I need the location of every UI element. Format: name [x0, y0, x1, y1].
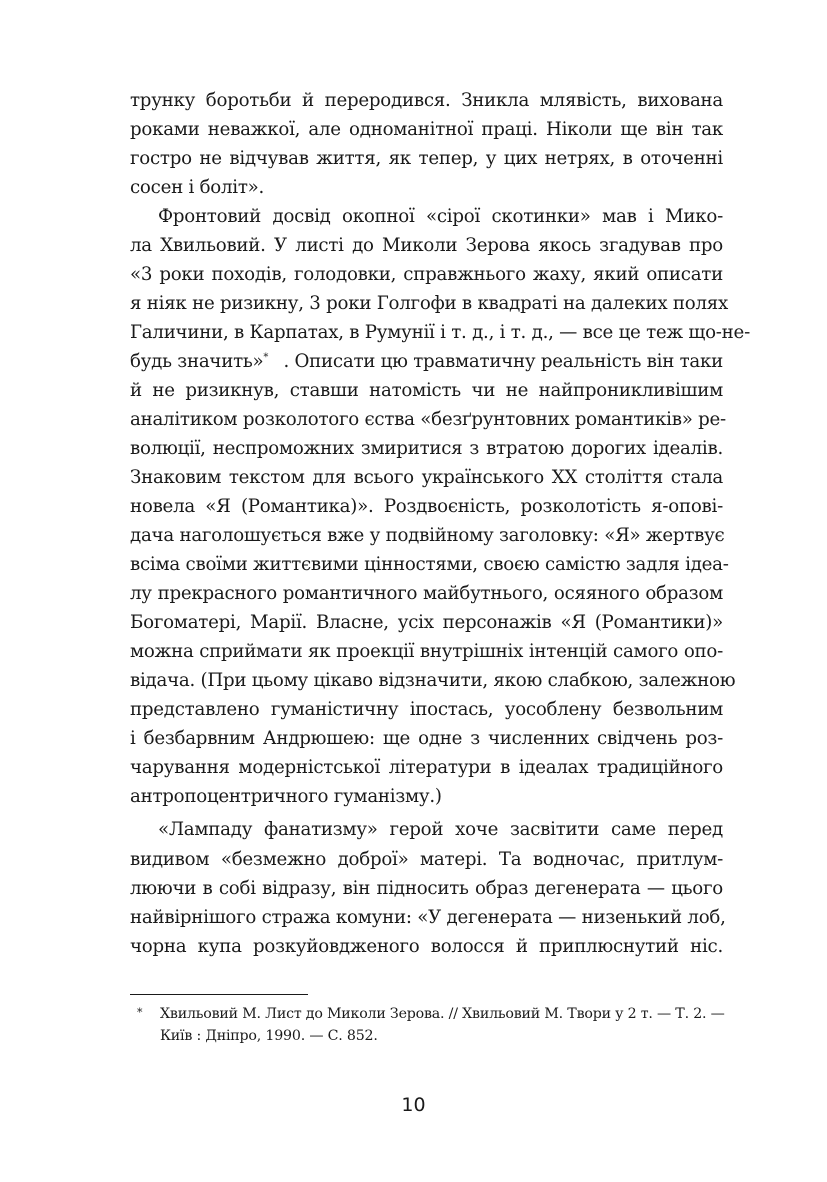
text-line: найвірнішого стража комуни: «У дегенерата — низенький лоб, — [130, 907, 726, 928]
footnote-mark: * — [137, 1006, 143, 1019]
text-line — [130, 347, 723, 376]
text-line: аналітиком розколотого єства «безґрунтовних романтиків» ре- — [130, 409, 726, 430]
text-line: чарування модерністської літератури в ідеалах традиційного — [130, 757, 723, 778]
text-line: волюції, неспроможних змиритися з втратою дорогих ідеалів. — [130, 438, 723, 459]
text-line: видивом «безмежно доброї» матері. Та водночас, притлум- — [130, 849, 723, 870]
text-line: роками неважкої, але одноманітної праці. Ніколи ще він так — [130, 119, 723, 140]
text-line: люючи в собі відразу, він підносить образ дегенерата — цього — [130, 878, 723, 899]
text-line: представлено гуманістичну іпостась, уособлену безвольним — [130, 699, 723, 720]
text-line: чорна купа розкуйовдженого волосся й приплюснутий ніс. — [130, 936, 723, 957]
text-line: лу прекрасного романтичного майбутнього, осяяного образом — [130, 583, 723, 604]
text-line: Знаковим текстом для всього українського XX століття стала — [130, 467, 723, 488]
text-fragment: . Описати цю травматичну реальність він таки — [283, 351, 723, 372]
text-line: «3 роки походів, голодовки, справжнього жаху, який описати — [130, 264, 723, 285]
text-line: ла Хвильовий. У листі до Миколи Зерова якось згадував про — [130, 235, 723, 256]
text-line: Фронтовий досвід окопної «сірої скотинки» мав і Мико- — [158, 206, 723, 227]
text-line: гостро не відчував життя, як тепер, у цих нетрях, в оточенні — [130, 148, 723, 169]
footnote-separator — [130, 994, 308, 995]
footnote-ref-mark: * — [263, 351, 269, 363]
text-line: новела «Я (Романтика)». Роздвоєність, розколотість я-опові- — [130, 496, 723, 517]
text-line: відача. (При цьому цікаво відзначити, якою слабкою, залежною — [130, 670, 736, 691]
text-line: можна сприймати як проекції внутрішніх інтенцій самого опо- — [130, 641, 723, 662]
text-line: сосен і боліт». — [130, 177, 265, 198]
text-line: Галичини, в Карпатах, в Румунії і т. д., і т. д., — все це теж що-не- — [130, 322, 750, 343]
text-line: трунку боротьби й переродився. Зникла млявість, вихована — [130, 90, 723, 111]
text-line: антропоцентричного гуманізму.) — [130, 786, 442, 807]
text-line: й не ризикнув, ставши натомість чи не найпроникливішим — [130, 380, 723, 401]
footnote-line: Хвильовий М. Лист до Миколи Зерова. // Хвильовий М. Твори у 2 т. — Т. 2. — — [160, 1006, 725, 1022]
text-line: всіма своїми життєвими цінностями, своєю самістю задля ідеа- — [130, 554, 729, 575]
text-line: Богоматері, Марії. Власне, усіх персонажів «Я (Романтики)» — [130, 612, 723, 633]
text-line: «Лампаду фанатизму» герой хоче засвітити саме перед — [158, 819, 723, 840]
text-line: дача наголошується вже у подвійному заголовку: «Я» жертвує — [130, 525, 725, 546]
text-line: я ніяк не ризикну, 3 роки Голгофи в квадраті на далеких полях — [130, 293, 728, 314]
text-line: і безбарвним Андрюшею: ще одне з численних свідчень роз- — [130, 728, 723, 749]
text-fragment: будь значить»* — [130, 351, 269, 372]
page-number: 10 — [401, 1094, 426, 1116]
footnote-line: Київ : Дніпро, 1990. — С. 852. — [160, 1028, 378, 1044]
